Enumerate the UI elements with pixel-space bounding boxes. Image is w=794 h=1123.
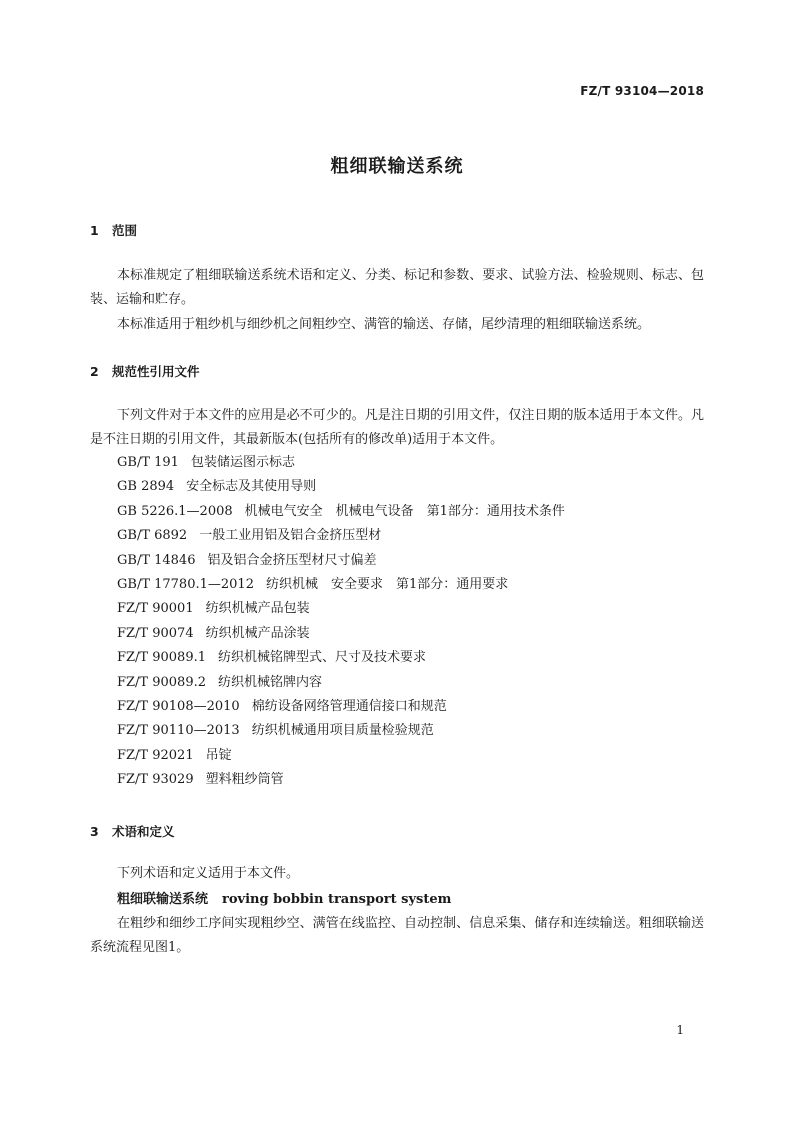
- reference-item: [117, 524, 565, 548]
- section-3-heading: [90, 822, 175, 840]
- reference-title: 纺织机械产品涂装: [205, 625, 310, 641]
- reference-title: 纺织机械 安全要求 第1部分：通用要求: [265, 576, 509, 592]
- reference-title: 棉纺设备网络管理通信接口和规范: [251, 698, 447, 714]
- reference-title: 一般工业用铝及铝合金挤压型材: [199, 528, 382, 544]
- reference-title: 塑料粗纱筒管: [205, 772, 284, 788]
- reference-code: GB/T 6892: [117, 528, 188, 544]
- reference-code: FZ/T 90001: [117, 601, 194, 617]
- term-entry: [117, 888, 451, 912]
- reference-title: 安全标志及其使用导则: [186, 479, 317, 495]
- section-number: 3: [90, 824, 99, 839]
- reference-code: FZ/T 90089.2: [117, 674, 206, 690]
- section-number: 2: [90, 364, 99, 379]
- section-number: 1: [90, 223, 99, 238]
- reference-code: FZ/T 93029: [117, 772, 194, 788]
- reference-code: GB/T 14846: [117, 552, 196, 568]
- reference-title: 包装储运图示标志: [190, 455, 295, 470]
- section-title: 术语和定义: [112, 824, 175, 839]
- reference-item: [117, 549, 565, 573]
- reference-item: [117, 719, 565, 743]
- reference-code: FZ/T 90108—2010: [117, 698, 240, 714]
- references-intro-paragraph: 下列文件对于本文件的应用是必不可少的。凡是注日期的引用文件，仅注日期的版本适用于本文件。凡是不注日期的引用文件，其最新版本(包括所有的修改单)适用于本文件。: [90, 408, 704, 447]
- reference-item: [117, 744, 565, 768]
- section-1-heading: [90, 221, 137, 239]
- reference-code: FZ/T 90110—2013: [117, 723, 240, 739]
- term-name-en: roving bobbin transport system: [222, 892, 452, 907]
- standard-code: FZ/T 93104—2018: [580, 84, 704, 98]
- normative-reference-list: [117, 451, 565, 792]
- reference-code: GB 5226.1—2008: [117, 503, 233, 519]
- section-title: 范围: [112, 223, 138, 238]
- reference-code: FZ/T 90074: [117, 625, 194, 641]
- reference-item: [117, 475, 565, 499]
- reference-item: [117, 695, 565, 719]
- reference-item: [117, 573, 565, 597]
- reference-item: [117, 671, 565, 695]
- reference-code: FZ/T 92021: [117, 747, 194, 763]
- reference-item: [117, 768, 565, 792]
- page-number: 1: [676, 1023, 684, 1037]
- reference-title: 机械电气安全 机械电气设备 第1部分：通用技术条件: [244, 503, 565, 519]
- reference-item: [117, 451, 565, 475]
- reference-title: 吊锭: [205, 747, 232, 763]
- reference-title: 纺织机械通用项目质量检验规范: [251, 723, 434, 739]
- reference-item: [117, 597, 565, 621]
- reference-code: GB 2894: [117, 479, 175, 495]
- section-2-heading: [90, 362, 200, 380]
- reference-item: [117, 622, 565, 646]
- reference-item: [117, 646, 565, 670]
- scope-paragraph-2: 本标准适用于粗纱机与细纱机之间粗纱空、满管的输送、存储，尾纱清理的粗细联输送系统。: [117, 317, 651, 332]
- reference-code: GB/T 191: [117, 455, 179, 470]
- reference-title: 纺织机械产品包装: [205, 601, 310, 617]
- term-definition: 在粗纱和细纱工序间实现粗纱空、满管在线监控、自动控制、信息采集、储存和连续输送。粗细联输送系统流程见图1。: [90, 916, 704, 955]
- section-title: 规范性引用文件: [112, 364, 200, 379]
- scope-paragraph-1: 本标准规定了粗细联输送系统术语和定义、分类、标记和参数、要求、试验方法、检验规则、标志、包装、运输和贮存。: [90, 268, 704, 307]
- reference-title: 纺织机械铭牌内容: [218, 674, 323, 690]
- reference-code: GB/T 17780.1—2012: [117, 576, 254, 592]
- reference-code: FZ/T 90089.1: [117, 650, 206, 666]
- terms-intro-paragraph: 下列术语和定义适用于本文件。: [117, 866, 300, 881]
- reference-title: 铝及铝合金挤压型材尺寸偏差: [207, 552, 377, 568]
- term-name-cn: 粗细联输送系统: [117, 892, 209, 907]
- reference-item: [117, 500, 565, 524]
- reference-title: 纺织机械铭牌型式、尺寸及技术要求: [218, 650, 427, 666]
- document-title: 粗细联输送系统: [330, 156, 464, 177]
